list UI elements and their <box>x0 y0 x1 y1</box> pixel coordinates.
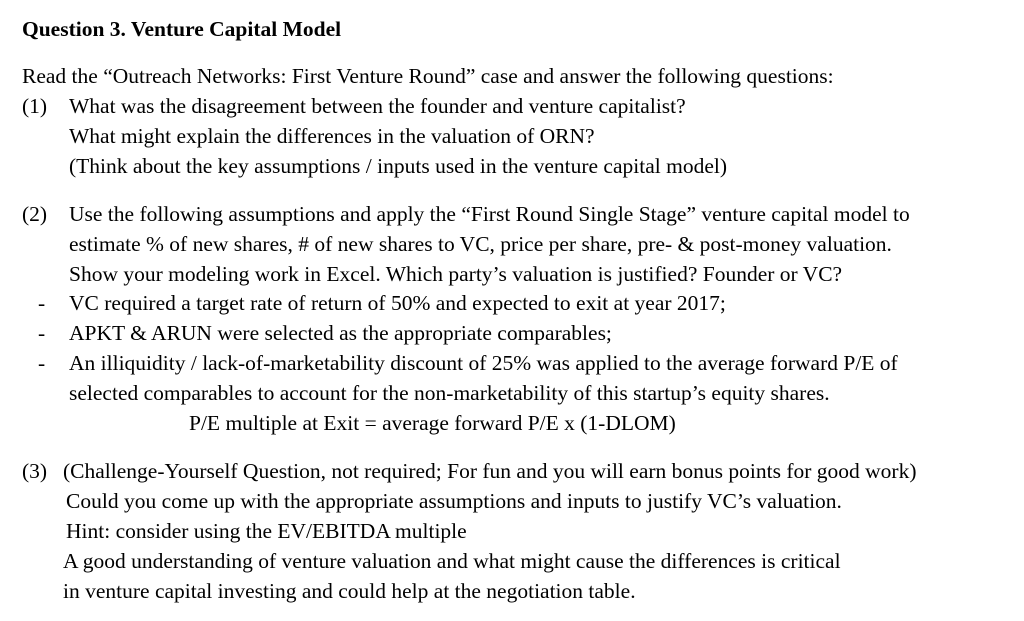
q3-line: A good understanding of venture valuation and what might cause the differences is critical <box>63 549 841 573</box>
intro-text: Read the “Outreach Networks: First Venture Round” case and answer the following questions: <box>22 64 834 88</box>
q1-line: What might explain the differences in the valuation of ORN? <box>69 124 595 148</box>
q2-number: (2) <box>22 202 48 226</box>
question-title: Question 3. Venture Capital Model <box>22 17 342 41</box>
q3-first-line: (Challenge-Yourself Question, not required; For fun and you will earn bonus points for good work) <box>63 459 917 483</box>
bullet-marker: - <box>38 351 46 375</box>
bullet-marker: - <box>38 291 46 315</box>
q3-line: Could you come up with the appropriate assumptions and inputs to justify VC’s valuation. <box>66 489 842 513</box>
pe-formula: P/E multiple at Exit = average forward P/E x (1-DLOM) <box>189 411 676 435</box>
q2-line: estimate % of new shares, # of new shares to VC, price per share, pre- & post-money valuation. <box>69 232 892 256</box>
q1-line: (Think about the key assumptions / inputs used in the venture capital model) <box>69 154 728 178</box>
q2-line: Use the following assumptions and apply the “First Round Single Stage” venture capital model to <box>69 202 910 226</box>
q2-bullet: APKT & ARUN were selected as the appropriate comparables; <box>69 321 612 345</box>
bullet-marker: - <box>38 321 46 345</box>
q2-line: Show your modeling work in Excel. Which party’s valuation is justified? Founder or VC? <box>69 262 843 286</box>
q2-bullet-continuation: selected comparables to account for the non-marketability of this startup’s equity shares. <box>69 381 830 405</box>
q3-number: (3) <box>22 459 48 483</box>
q2-bullet: An illiquidity / lack-of-marketability discount of 25% was applied to the average forward P/E of <box>69 351 898 375</box>
q1-line: What was the disagreement between the founder and venture capitalist? <box>69 94 686 118</box>
q3-line: Hint: consider using the EV/EBITDA multiple <box>66 519 467 543</box>
q2-bullet: VC required a target rate of return of 50% and expected to exit at year 2017; <box>69 291 726 315</box>
q1-number: (1) <box>22 94 48 118</box>
q3-line: in venture capital investing and could help at the negotiation table. <box>63 579 636 603</box>
